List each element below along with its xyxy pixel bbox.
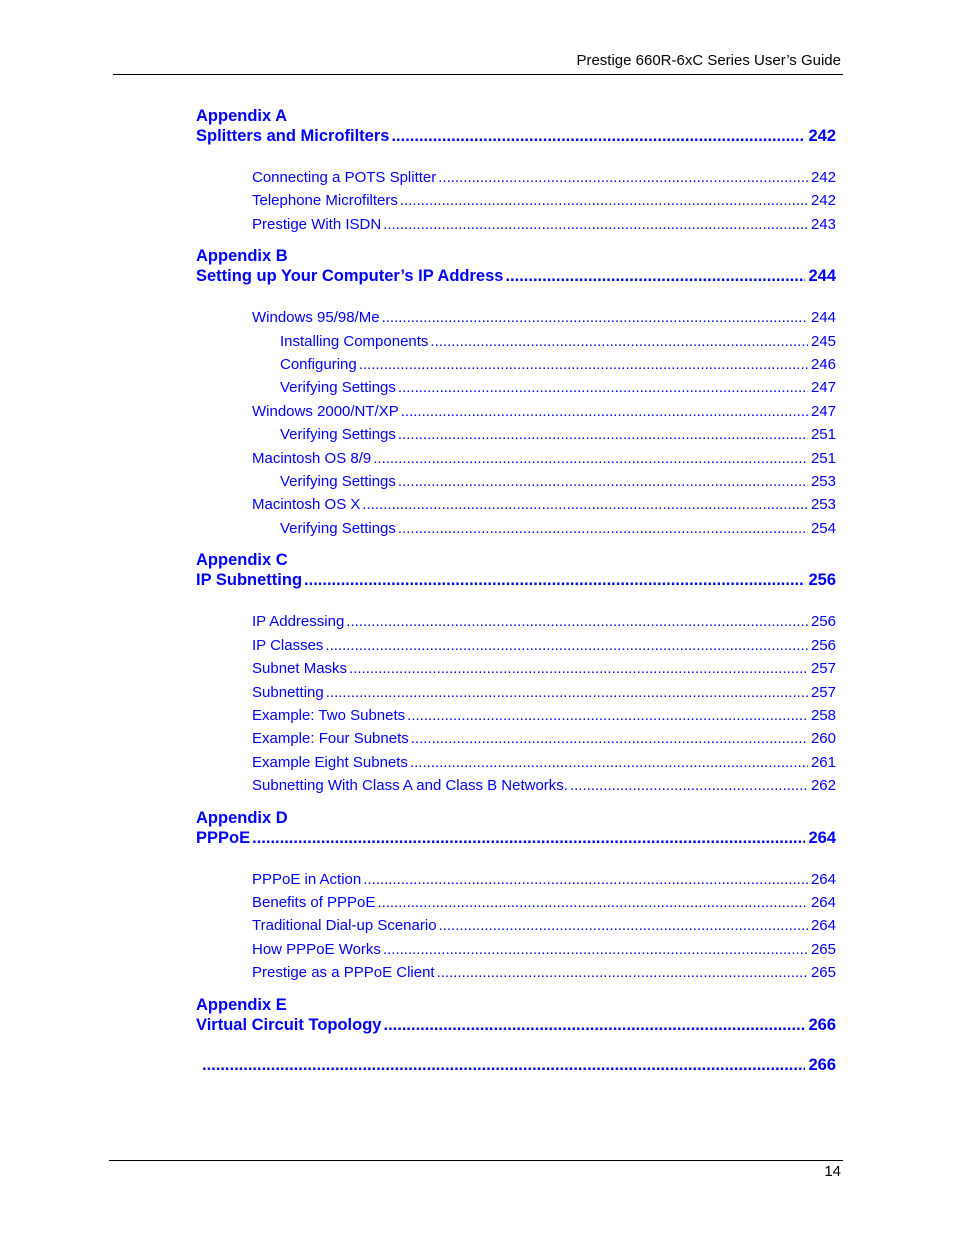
dot-leader: [398, 376, 808, 399]
table-of-contents: [196, 106, 836, 1075]
toc-entry-page: 264: [810, 917, 836, 935]
toc-entry-page: 262: [810, 777, 836, 795]
appendix-section: [196, 808, 836, 985]
appendix-section: [196, 550, 836, 797]
dot-leader: [325, 634, 808, 657]
appendix-page: 256: [808, 571, 836, 590]
toc-entry[interactable]: [252, 400, 836, 423]
toc-entry[interactable]: [252, 938, 836, 961]
toc-entry-page: 257: [810, 683, 836, 701]
dot-leader: [346, 610, 808, 633]
dot-leader: [363, 868, 808, 891]
appendix-title: Splitters and Microfilters: [196, 127, 390, 145]
dot-leader: [398, 423, 808, 446]
appendix-title: Virtual Circuit Topology: [196, 1015, 382, 1034]
toc-entry[interactable]: [252, 166, 836, 189]
dot-leader: [359, 353, 808, 376]
toc-entry-title: How PPPoE Works: [252, 940, 381, 958]
toc-entry-page: 245: [810, 332, 836, 350]
toc-entry-title: IP Classes: [252, 636, 324, 654]
toc-entry[interactable]: [280, 470, 836, 493]
toc-entry-page: 244: [810, 309, 836, 327]
dot-leader: [383, 938, 808, 961]
appendix-page: 244: [808, 267, 836, 286]
toc-entry[interactable]: [280, 376, 836, 399]
appendix-page: 264: [808, 828, 836, 847]
dot-leader: [377, 891, 808, 914]
dot-leader: [398, 470, 808, 493]
toc-entry[interactable]: [252, 681, 836, 704]
toc-entry-page: 261: [810, 753, 836, 771]
page-footer: [109, 1160, 843, 1180]
toc-entry-title: Verifying Settings: [280, 473, 396, 491]
toc-entry-page: 242: [810, 192, 836, 210]
toc-entry[interactable]: [280, 423, 836, 446]
page-number: 14: [824, 1163, 841, 1180]
toc-entry-title: Verifying Settings: [280, 379, 396, 397]
appendix-title-link[interactable]: [196, 1015, 836, 1035]
toc-entry-title: Macintosh OS X: [252, 496, 361, 514]
dot-leader: [252, 828, 805, 848]
appendix-page: 242: [808, 127, 836, 145]
dot-leader: [304, 570, 805, 590]
appendix-title: IP Subnetting: [196, 571, 303, 590]
toc-entry[interactable]: [252, 610, 836, 633]
appendix-section: [196, 995, 836, 1035]
appendix-title-link[interactable]: [196, 126, 836, 146]
appendix-label[interactable]: Appendix B: [196, 247, 288, 266]
toc-entry-title: Installing Components: [280, 332, 429, 350]
toc-entry[interactable]: [252, 213, 836, 236]
toc-entry-page: 243: [810, 215, 836, 233]
toc-entry[interactable]: [252, 189, 836, 212]
dot-leader: [373, 447, 808, 470]
toc-entry[interactable]: [252, 493, 836, 516]
toc-entry-title: Prestige as a PPPoE Client: [252, 964, 435, 982]
toc-entry[interactable]: [252, 634, 836, 657]
dot-leader: [391, 126, 805, 146]
toc-entry-title: IP Addressing: [252, 613, 345, 631]
toc-entry-title: Subnetting With Class A and Class B Networks.: [252, 777, 568, 795]
final-entry-page: 266: [808, 1055, 836, 1074]
dot-leader: [438, 166, 808, 189]
appendix-label[interactable]: Appendix C: [196, 551, 288, 570]
toc-entry-title: Example: Four Subnets: [252, 730, 409, 748]
dot-leader: [411, 727, 808, 750]
appendix-section: [196, 106, 836, 236]
toc-entry-title: Example Eight Subnets: [252, 753, 408, 771]
toc-entry-page: 242: [810, 169, 836, 186]
page-header: [113, 50, 843, 75]
toc-entry-title: Subnetting: [252, 683, 324, 701]
dot-leader: [401, 400, 808, 423]
dot-leader: [400, 189, 808, 212]
dot-leader: [410, 751, 808, 774]
toc-entry-title: Verifying Settings: [280, 519, 396, 537]
toc-entry-title: Connecting a POTS Splitter: [252, 169, 437, 186]
toc-entry-title: Configuring: [280, 356, 357, 374]
toc-entry-title: Subnet Masks: [252, 660, 348, 678]
final-toc-entry[interactable]: [196, 1055, 836, 1075]
toc-entry[interactable]: [252, 306, 836, 329]
toc-entry[interactable]: [252, 447, 836, 470]
appendix-label[interactable]: Appendix A: [196, 107, 288, 125]
toc-entry[interactable]: [252, 868, 836, 891]
toc-entry[interactable]: [252, 914, 836, 937]
dot-leader: [326, 681, 808, 704]
document-title: Prestige 660R-6xC Series User’s Guide: [576, 52, 841, 69]
dot-leader: [383, 213, 808, 236]
toc-entry[interactable]: [252, 891, 836, 914]
toc-entry-page: 264: [810, 893, 836, 911]
toc-entry-page: 253: [810, 496, 836, 514]
dot-leader: [439, 914, 808, 937]
toc-entry-page: 251: [810, 449, 836, 467]
toc-entry-page: 256: [810, 636, 836, 654]
toc-entry[interactable]: [252, 961, 836, 984]
toc-entry-title: Windows 2000/NT/XP: [252, 402, 399, 420]
toc-entry-page: 246: [810, 356, 836, 374]
toc-entry-title: Benefits of PPPoE: [252, 893, 376, 911]
toc-entry-page: 257: [810, 660, 836, 678]
toc-entry[interactable]: [252, 657, 836, 680]
dot-leader: [382, 306, 808, 329]
appendix-title-link[interactable]: [196, 266, 836, 286]
toc-entry-page: 256: [810, 613, 836, 631]
dot-leader: [437, 961, 808, 984]
dot-leader: [407, 704, 808, 727]
toc-entry[interactable]: [280, 330, 836, 353]
toc-entry-page: 247: [810, 402, 836, 420]
dot-leader: [398, 517, 808, 540]
toc-entry-title: Example: Two Subnets: [252, 706, 406, 724]
toc-entry-page: 251: [810, 426, 836, 444]
appendix-title-link[interactable]: [196, 570, 836, 590]
toc-entry-page: 258: [810, 706, 836, 724]
toc-entry-title: Telephone Microfilters: [252, 192, 398, 210]
toc-entry[interactable]: [280, 353, 836, 376]
toc-entry-title: Traditional Dial-up Scenario: [252, 917, 437, 935]
toc-entry[interactable]: [280, 517, 836, 540]
dot-leader: [383, 1015, 805, 1035]
dot-leader: [349, 657, 808, 680]
appendix-title-link[interactable]: [196, 828, 836, 848]
toc-entry-title: Verifying Settings: [280, 426, 396, 444]
toc-entry-page: 264: [810, 870, 836, 888]
appendix-label[interactable]: Appendix E: [196, 995, 287, 1014]
toc-entry-page: 265: [810, 940, 836, 958]
dot-leader: [505, 266, 805, 286]
toc-entry-page: 265: [810, 964, 836, 982]
toc-entry-page: 253: [810, 473, 836, 491]
appendix-page: 266: [808, 1015, 836, 1034]
toc-entry-page: 247: [810, 379, 836, 397]
toc-entry-title: Windows 95/98/Me: [252, 309, 380, 327]
toc-entry-title: Prestige With ISDN: [252, 215, 382, 233]
appendix-label[interactable]: Appendix D: [196, 808, 288, 827]
appendix-section: [196, 246, 836, 540]
dot-leader: [430, 330, 808, 353]
toc-entry[interactable]: [252, 751, 836, 774]
toc-entry-title: PPPoE in Action: [252, 870, 362, 888]
dot-leader: [202, 1055, 805, 1075]
appendix-title: PPPoE: [196, 828, 251, 847]
toc-entry[interactable]: [252, 774, 836, 797]
toc-entry-title: Macintosh OS 8/9: [252, 449, 372, 467]
toc-entry[interactable]: [252, 727, 836, 750]
appendix-title: Setting up Your Computer’s IP Address: [196, 267, 504, 286]
toc-entry[interactable]: [252, 704, 836, 727]
toc-entry-page: 260: [810, 730, 836, 748]
dot-leader: [570, 774, 808, 797]
toc-entry-page: 254: [810, 519, 836, 537]
dot-leader: [362, 493, 808, 516]
